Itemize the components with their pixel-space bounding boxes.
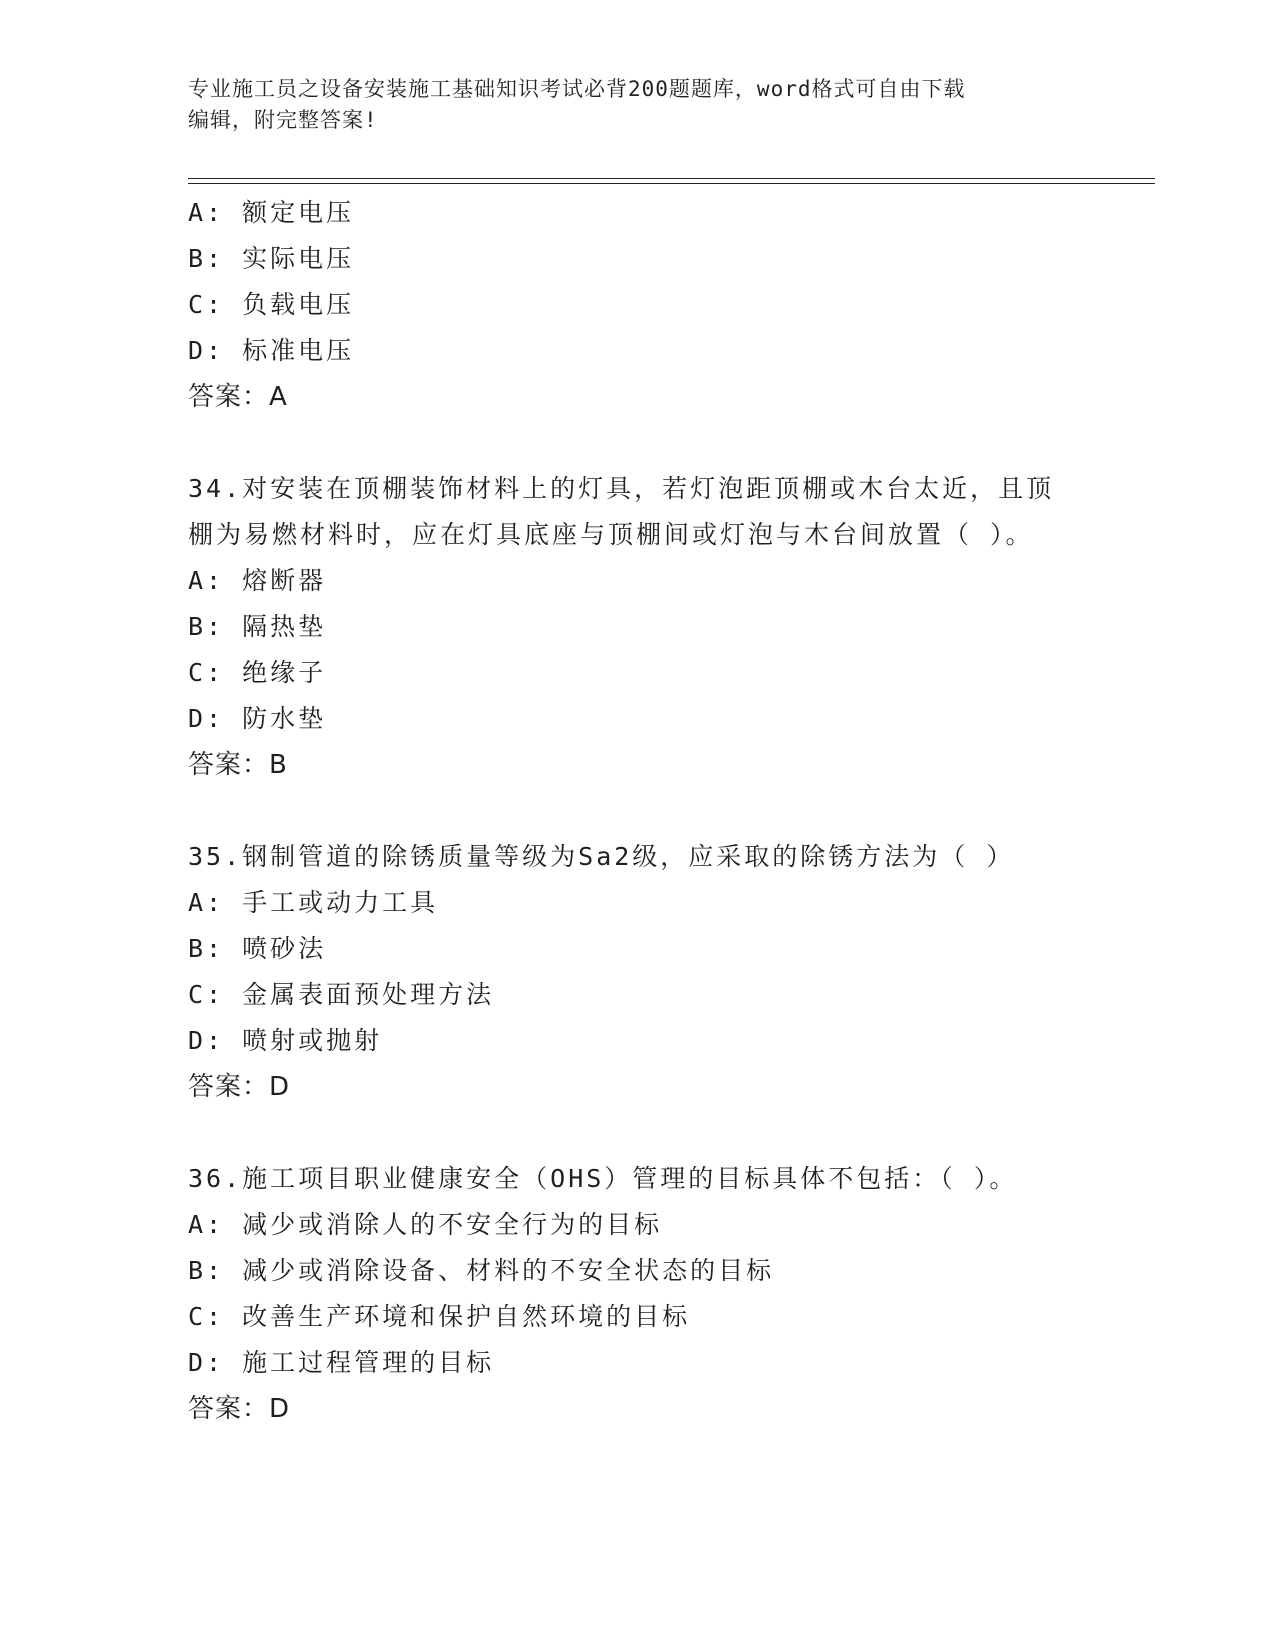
header-title-line-2: 编辑，附完整答案! bbox=[188, 108, 378, 132]
question-stem-line-1: 36.施工项目职业健康安全（OHS）管理的目标具体不包括：（ ）。 bbox=[188, 1164, 1018, 1193]
spacer bbox=[188, 1110, 1088, 1156]
option-c: C: 负载电压 bbox=[188, 290, 355, 319]
option-d: D: 防水垫 bbox=[188, 704, 327, 733]
option-a: A: 减少或消除人的不安全行为的目标 bbox=[188, 1210, 663, 1239]
answer: 答案：B bbox=[188, 750, 288, 780]
question-stem-line-1: 35.钢制管道的除锈质量等级为Sa2级，应采取的除锈方法为（ ） bbox=[188, 842, 1015, 871]
option-b: B: 喷砂法 bbox=[188, 934, 327, 963]
question-33 bbox=[188, 190, 1088, 420]
answer: 答案：A bbox=[188, 382, 288, 412]
spacer bbox=[188, 420, 1088, 466]
option-c: C: 金属表面预处理方法 bbox=[188, 980, 495, 1009]
option-b: B: 减少或消除设备、材料的不安全状态的目标 bbox=[188, 1256, 775, 1285]
header-divider-bottom bbox=[188, 183, 1155, 184]
answer: 答案：D bbox=[188, 1394, 291, 1424]
question-36 bbox=[188, 1156, 1088, 1432]
option-d: D: 施工过程管理的目标 bbox=[188, 1348, 495, 1377]
header-divider-top bbox=[188, 178, 1155, 179]
option-a: A: 手工或动力工具 bbox=[188, 888, 439, 917]
option-c: C: 改善生产环境和保护自然环境的目标 bbox=[188, 1302, 691, 1331]
option-d: D: 标准电压 bbox=[188, 336, 355, 365]
document-header bbox=[188, 74, 1068, 136]
spacer bbox=[188, 788, 1088, 834]
option-b: B: 隔热垫 bbox=[188, 612, 327, 641]
question-35 bbox=[188, 834, 1088, 1110]
option-b: B: 实际电压 bbox=[188, 244, 355, 273]
question-stem-line-1: 34.对安装在顶棚装饰材料上的灯具，若灯泡距顶棚或木台太近，且顶 bbox=[188, 474, 1055, 503]
option-d: D: 喷射或抛射 bbox=[188, 1026, 383, 1055]
option-a: A: 熔断器 bbox=[188, 566, 327, 595]
header-title-line-1: 专业施工员之设备安装施工基础知识考试必背200题题库，word格式可自由下载 bbox=[188, 77, 966, 101]
option-a: A: 额定电压 bbox=[188, 198, 355, 227]
question-stem-line-2: 棚为易燃材料时，应在灯具底座与顶棚间或灯泡与木台间放置（ ）。 bbox=[188, 520, 1034, 549]
question-list bbox=[188, 190, 1088, 1432]
answer: 答案：D bbox=[188, 1072, 291, 1102]
option-c: C: 绝缘子 bbox=[188, 658, 327, 687]
question-34 bbox=[188, 466, 1088, 788]
